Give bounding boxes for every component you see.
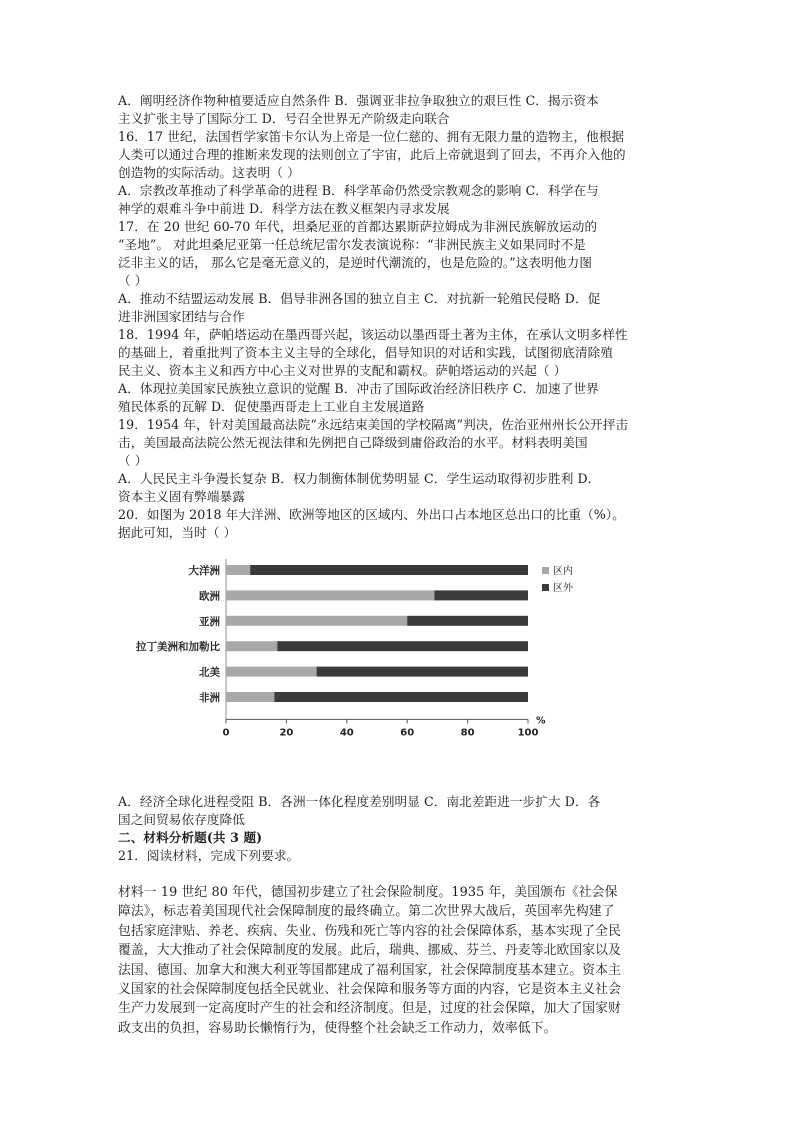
bar-intra bbox=[226, 565, 250, 575]
bar-intra bbox=[226, 616, 407, 626]
option-line: 国之间贸易依存度降低 bbox=[118, 812, 245, 827]
option-line: A．经济全球化进程受阻 B．各洲一体化程度差别明显 C．南北差距进一步扩大 D．各 bbox=[118, 794, 601, 809]
x-tick-label: 100 bbox=[517, 727, 539, 739]
bar-intra bbox=[226, 590, 434, 600]
text-line: 资本主义固有弊端暴露 bbox=[118, 489, 245, 504]
bar-chart-svg bbox=[118, 548, 678, 783]
bar-extra bbox=[407, 616, 528, 626]
text-line: 18．1994 年，萨帕塔运动在墨西哥兴起，该运动以墨西哥土著为主体，在承认文明多样性 bbox=[118, 327, 628, 342]
text-line: A．推动不结盟运动发展 B．倡导非洲各国的独立自主 C．对抗新一轮殖民侵略 D．促 bbox=[118, 291, 601, 306]
text-line: （ ） bbox=[118, 453, 148, 468]
x-tick-label: 80 bbox=[460, 727, 475, 739]
text-line: 神学的艰难斗争中前进 D．科学方法在教义框架内寻求发展 bbox=[118, 201, 450, 216]
category-label: 欧洲 bbox=[199, 590, 220, 603]
bar-intra bbox=[226, 692, 274, 702]
text-line: 人类可以通过合理的推断来发现的法则创立了宇宙，此后上帝就退到了回去，不再介入他的 bbox=[118, 147, 626, 162]
question-21-intro: 21．阅读材料，完成下列要求。 bbox=[118, 848, 300, 863]
text-line: 19．1954 年，针对美国最高法院“永远结束美国的学校隔离”判决，佐治亚州州长公开抨击 bbox=[118, 417, 629, 432]
text-line: 17．在 20 世纪 60-70 年代，坦桑尼亚的首都达累斯萨拉姆成为非洲民族解放运动的 bbox=[118, 219, 598, 234]
category-label: 拉丁美洲和加勒比 bbox=[136, 641, 220, 654]
category-label: 亚洲 bbox=[199, 615, 220, 628]
text-line: 殖民体系的瓦解 D．促使墨西哥走上工业自主发展道路 bbox=[118, 399, 425, 414]
text-line: “圣地”。 对此坦桑尼亚第一任总统尼雷尔发表演说称：“非洲民族主义如果同时不是 bbox=[118, 237, 586, 252]
legend-swatch bbox=[542, 567, 549, 574]
material-line: 义国家的社会保障制度包括全民就业、社会保障和服务等方面的内容，它是资本主义社会 bbox=[118, 982, 621, 998]
text-line: 民主义、资本主义和西方中心主义对世界的支配和霸权。萨帕塔运动的兴起（ ） bbox=[118, 363, 567, 378]
bar-intra bbox=[226, 667, 317, 677]
material-line: 覆盖，大大推动了社会保障制度的发展。此后，瑞典、挪威、芬兰、丹麦等北欧国家以及 bbox=[118, 943, 621, 959]
unit-label: % bbox=[536, 715, 546, 727]
text-line: （ ） bbox=[118, 273, 148, 288]
text-line: 16．17 世纪，法国哲学家笛卡尔认为上帝是一位仁慈的、拥有无限力量的造物主，他根据 bbox=[118, 129, 625, 144]
text-line: 的基础上，着重批判了资本主义主导的全球化，倡导知识的对话和实践，试图彻底清除殖 bbox=[118, 345, 614, 360]
x-tick-label: 20 bbox=[279, 727, 294, 739]
text-line: A．宗教改革推动了科学革命的进程 B．科学革命仍然受宗教观念的影响 C．科学在与 bbox=[118, 183, 599, 198]
text-line: A．阐明经济作物种植要适应自然条件 B．强调亚非拉争取独立的艰巨性 C．揭示资本 bbox=[118, 93, 599, 108]
bar-extra bbox=[250, 565, 528, 575]
material-line: 政支出的负担，容易助长懒惰行为，使得整个社会缺乏工作动力，效率低下。 bbox=[118, 1020, 557, 1036]
section-heading: 二、材料分析题(共 3 题) bbox=[118, 830, 263, 845]
text-line: A．体现拉美国家民族独立意识的觉醒 B．冲击了国际政治经济旧秩序 C．加速了世界 bbox=[118, 381, 599, 396]
x-tick-label: 60 bbox=[400, 727, 415, 739]
x-tick-label: 40 bbox=[339, 727, 354, 739]
bar-extra bbox=[274, 692, 528, 702]
legend-swatch bbox=[542, 584, 549, 591]
category-label: 北美 bbox=[199, 666, 220, 679]
legend-label: 区外 bbox=[553, 583, 573, 594]
text-line: 进非洲国家团结与合作 bbox=[118, 309, 245, 324]
document-page bbox=[118, 92, 678, 1038]
export-share-chart bbox=[118, 548, 678, 783]
text-line: A．人民民主斗争漫长复杂 B．权力制衡体制优势明显 C．学生运动取得初步胜利 D． bbox=[118, 471, 601, 486]
legend-label: 区内 bbox=[553, 566, 573, 577]
material-line: 包括家庭津贴、养老、疾病、失业、伤残和死亡等内容的社会保障体系，基本实现了全民 bbox=[118, 923, 621, 939]
material-line: 生产力发展到一定高度时产生的社会和经济制度。但是，过度的社会保障，加大了国家财 bbox=[118, 1001, 621, 1017]
material-line: 法国、德国、加拿大和澳大利亚等国都建成了福利国家，社会保障制度基本建立。资本主 bbox=[118, 962, 621, 978]
material-one bbox=[118, 883, 678, 1038]
material-line: 材料一 19 世纪 80 年代，德国初步建立了社会保险制度。1935 年，美国颁布《社会保 bbox=[118, 885, 618, 900]
material-line: 障法》，标志着美国现代社会保障制度的最终确立。第二次世界大战后，英国率先构建了 bbox=[118, 904, 615, 920]
x-tick-label: 0 bbox=[222, 727, 230, 739]
bar-intra bbox=[226, 641, 277, 651]
bar-extra bbox=[277, 641, 528, 651]
bar-extra bbox=[434, 590, 528, 600]
bar-extra bbox=[317, 667, 528, 677]
text-line: 击，美国最高法院公然无视法律和先例把自己降级到庸俗政治的水平。材料表明美国 bbox=[118, 435, 588, 450]
question-block-16-20 bbox=[118, 92, 678, 542]
text-line: 泛非主义的话， 那么它是毫无意义的，是逆时代潮流的，也是危险的。”这表明他力图 bbox=[118, 255, 593, 270]
question-20-options bbox=[118, 793, 678, 829]
category-label: 非洲 bbox=[199, 692, 220, 704]
text-line: 主义扩张主导了国际分工 D．号召全世界无产阶级走向联合 bbox=[118, 111, 450, 126]
text-line: 据此可知，当时（ ） bbox=[118, 525, 237, 540]
text-line: 创造物的实际活动。这表明（ ） bbox=[118, 165, 300, 180]
text-line: 20．如图为 2018 年大洋洲、欧洲等地区的区域内、外出口占本地区总出口的比重（%）。 bbox=[118, 507, 625, 522]
category-label: 大洋洲 bbox=[188, 565, 220, 577]
